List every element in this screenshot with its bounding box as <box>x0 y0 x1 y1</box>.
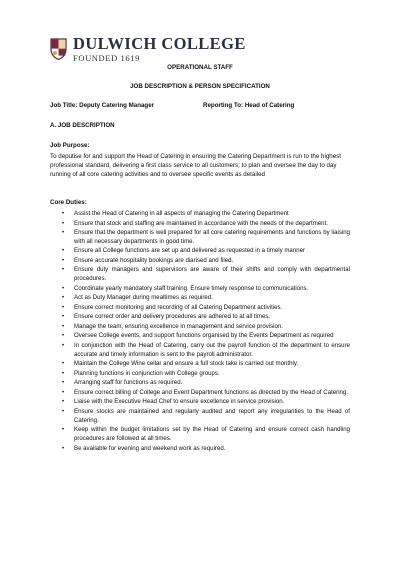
bullet: • <box>62 379 65 387</box>
list-item <box>50 370 350 379</box>
duty-text: Assist the Head of Catering in all aspects of managing the Catering Department <box>74 210 289 217</box>
reporting-to: Reporting To: Head of Catering <box>203 102 295 109</box>
purpose-text: To deputise for and support the Head of Catering in ensuring the Catering Department is run to the highest professional standard, delivering a first class service to all customers; to plan and oversee the day to day running of all core catering activities and to oversee specific events as detailed <box>50 153 341 179</box>
job-title: Job Title: Deputy Catering Manager <box>50 102 155 109</box>
bullet: • <box>62 303 65 311</box>
duty-text: Ensure that stock and staffing are maintained in accordance with the needs of the department. <box>74 219 328 227</box>
duty-text: Arranging staff for functions as required. <box>74 379 183 387</box>
duty-text: Ensure duty managers and supervisors are aware of their shifts and comply with departmental procedures. <box>74 266 350 283</box>
bullet: • <box>62 360 65 368</box>
duty-text: Ensure accurate hospitality bookings are diarised and filed. <box>74 256 234 264</box>
duty-text: Keep within the budget limitations set by the Head of Catering and ensure correct cash handling procedures are followed at all times. <box>74 426 350 443</box>
bullet: • <box>62 322 65 330</box>
list-item <box>50 408 350 426</box>
duty-text: Ensure correct order and delivery procedures are adhered to at all times. <box>74 313 271 321</box>
list-item <box>50 220 350 229</box>
list-item <box>50 360 350 369</box>
list-item <box>50 445 350 454</box>
bullet: • <box>62 398 65 406</box>
duty-text: Planning functions in conjunction with College groups. <box>74 369 220 377</box>
bullet: • <box>62 210 65 217</box>
college-name: DULWICH COLLEGE <box>73 34 246 53</box>
list-item <box>50 323 350 332</box>
list-item <box>50 210 350 219</box>
duty-text: Ensure all College functions are set up and delivered as requested in a timely manner <box>74 247 306 255</box>
duty-text: Ensure that the department is well prepared for all core catering requirements and functions by liaising with all necessary departments in good time. <box>74 229 350 245</box>
bullet: • <box>62 256 65 264</box>
duty-text: In conjunction with the Head of Catering, carry out the payroll function of the department to ensure accurate and timely information is sent to the payroll administrator. <box>74 341 350 358</box>
founded-line: FOUNDED 1619 <box>73 52 140 63</box>
list-item <box>50 342 350 360</box>
bullet: • <box>62 294 65 302</box>
list-item <box>50 426 350 444</box>
list-item <box>50 257 350 266</box>
bullet: • <box>62 341 65 349</box>
list-item <box>50 313 350 322</box>
duty-text: Ensure correct monitoring and recording of all Catering Department activities. <box>74 303 283 311</box>
duties-list <box>50 210 350 454</box>
list-item <box>50 398 350 407</box>
bullet: • <box>62 219 65 227</box>
doc-subtitle: JOB DESCRIPTION & PERSON SPECIFICATION <box>130 83 270 90</box>
duty-text: Ensure correct billing of College and Event Department functions as directed by the Head of Catering. <box>74 388 349 396</box>
college-crest-logo <box>50 38 67 60</box>
duty-text: Maintain the College Wine cellar and ensure a full stock take is carried out monthly. <box>74 360 299 368</box>
list-item <box>50 304 350 313</box>
bullet: • <box>62 369 65 377</box>
duty-text: Be available for evening and weekend work as required. <box>74 444 226 452</box>
duty-text: Act as Duty Manager during mealtimes as required. <box>74 294 213 302</box>
duty-text: Oversee College events, and support functions organised by the Events Department as required <box>74 332 334 340</box>
list-item <box>50 229 350 247</box>
bullet: • <box>62 407 65 415</box>
duty-text: Ensure stocks are maintained and regularly audited and report any irregularities to the Head of Catering. <box>74 407 350 424</box>
list-item <box>50 247 350 256</box>
list-item <box>50 266 350 284</box>
list-item <box>50 294 350 303</box>
list-item <box>50 332 350 341</box>
duty-text: Coordinate yearly mandatory staff training. Ensure timely response to communications. <box>74 284 309 292</box>
doc-title: OPERATIONAL STAFF <box>167 64 233 71</box>
bullet: • <box>62 313 65 321</box>
section-heading: A. JOB DESCRIPTION <box>50 122 115 129</box>
list-item <box>50 379 350 388</box>
duties-heading: Core Duties: <box>50 199 87 206</box>
bullet: • <box>62 332 65 340</box>
duty-text: Liaise with the Executive Head Chef to ensure excellence in service provision. <box>74 398 285 406</box>
list-item <box>50 285 350 294</box>
bullet: • <box>62 229 65 236</box>
bullet: • <box>62 388 65 396</box>
purpose-heading: Job Purpose: <box>50 142 90 149</box>
bullet: • <box>62 426 65 434</box>
bullet: • <box>62 266 65 274</box>
bullet: • <box>62 284 65 292</box>
duty-text: Manage the team, ensuring excellence in management and service provision. <box>74 322 283 330</box>
list-item <box>50 389 350 398</box>
college-header <box>50 34 246 64</box>
bullet: • <box>62 444 65 452</box>
bullet: • <box>62 247 65 255</box>
